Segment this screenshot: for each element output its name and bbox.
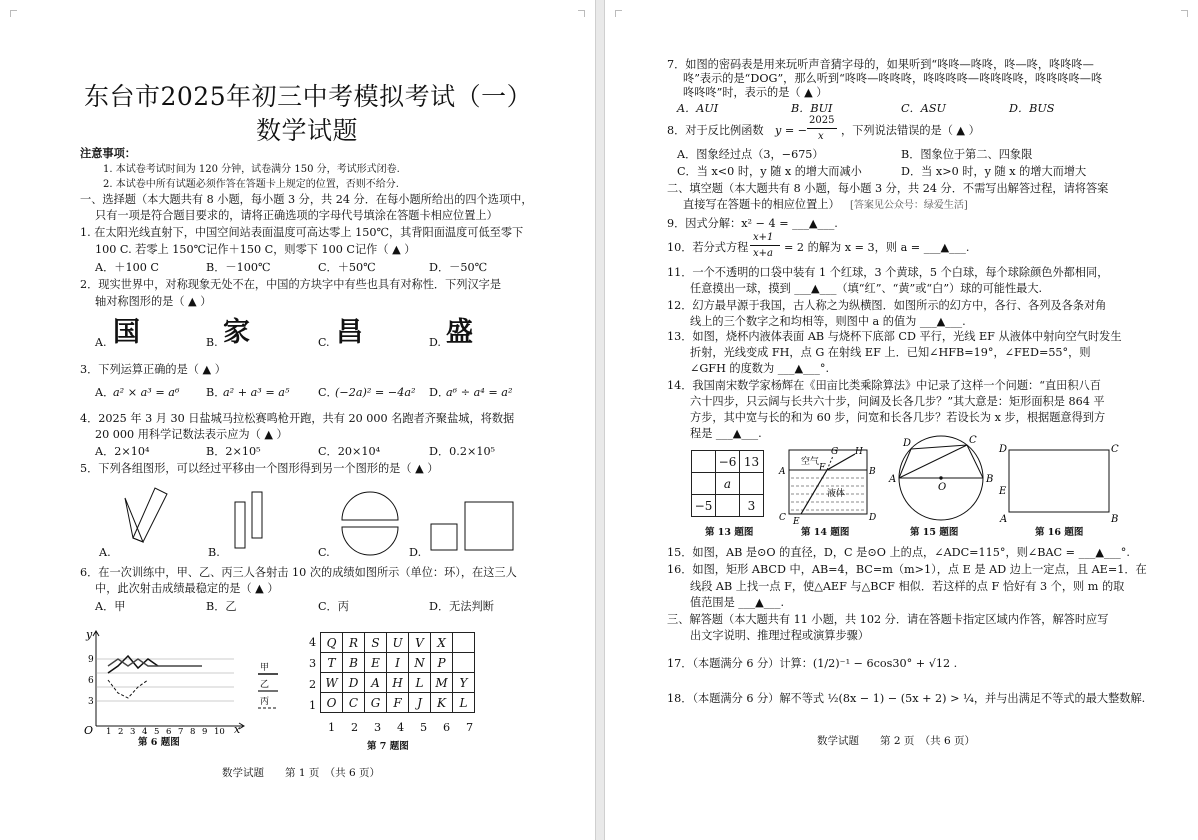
q4-option-b: B．2×10⁵ (206, 445, 261, 458)
page-footer: 数学试题 第 2 页 （共 6 页） (817, 735, 975, 747)
question-9: 9．因式分解：x² − 4 = ___▲___. (667, 217, 838, 230)
q6-option-a: A．甲 (95, 600, 126, 613)
q5-figure-c (342, 492, 398, 555)
q10-denominator: x+a (753, 248, 773, 259)
grid-cell: T (321, 653, 343, 673)
grid-cell: G (365, 693, 387, 713)
y-tick-label: 3 (88, 697, 94, 707)
q8-denominator: x (818, 131, 824, 142)
q7-option-a: A．AUI (677, 102, 719, 115)
page-corner-mark (10, 10, 17, 17)
fraction-bar (750, 245, 780, 246)
point-label: B (869, 467, 876, 477)
ms-cell (716, 495, 740, 517)
grid-cell: H (387, 673, 409, 693)
figure-7-grid (320, 632, 475, 713)
q2-option-c-char: 昌 (336, 317, 363, 348)
fig7-col-label: 3 (374, 721, 382, 734)
x-tick-label: 7 (178, 727, 184, 736)
q3-option-b: a² + a³ = a⁵ (223, 386, 290, 399)
section-2-heading: 二、填空题（本大题共有 8 小题，每小题 3 分，共 24 分．不需写出解答过程，请将答案 (667, 182, 1109, 195)
q4-option-c: C．20×10⁴ (318, 445, 381, 458)
point-label: C (969, 435, 977, 446)
question-8: ，下列说法错误的是（ ▲ ） (841, 124, 980, 137)
figure-15-caption: 第 15 题图 (910, 527, 959, 538)
point-label: B (1111, 514, 1119, 524)
exam-subtitle: 数学试题 (256, 116, 359, 145)
q2-option-b-label: B. (206, 336, 218, 349)
point-label: F (819, 463, 826, 473)
question-6: 中，此次射击成绩最稳定的是（ ▲ ） (95, 582, 279, 595)
exam-title: 东台市2025年初三中考模拟考试（一） (84, 82, 533, 111)
grid-cell: J (409, 693, 431, 713)
section-3-heading: 出文字说明、推理过程或演算步骤） (690, 629, 870, 642)
y-tick-label: 9 (88, 655, 94, 665)
series-bing (108, 680, 148, 698)
q7-option-b: B．BUI (791, 102, 833, 115)
ms-cell: −6 (716, 451, 740, 473)
figure-14-beaker (775, 440, 885, 526)
point-label: C (1111, 444, 1119, 455)
point-label: C (779, 513, 786, 523)
point-label: H (855, 447, 863, 457)
q2-option-c-label: C. (318, 336, 330, 349)
grid-cell: V (409, 633, 431, 653)
section-1-heading: 只有一项是符合题目要求的，请将正确选项的字母代号填涂在答题卡相应位置上） (95, 209, 498, 222)
q5-figure-b (235, 492, 262, 548)
question-13: 13．如图，烧杯内液体表面 AB 与烧杯下底部 CD 平行，光线 EF 从液体中射向空气时发生 (667, 330, 1122, 343)
figure-14-caption: 第 14 题图 (801, 527, 850, 538)
grid-cell: F (387, 693, 409, 713)
question-17: 17．（本题满分 6 分）计算：(1/2)⁻¹ − 6cos30° + √12 . (667, 657, 958, 670)
fig7-col-label: 5 (420, 721, 428, 734)
legend-bing: 丙 (260, 697, 270, 707)
point-label: E (999, 486, 1007, 497)
q3-option-a-label: A． (95, 386, 115, 399)
x-tick-label: 2 (118, 727, 124, 736)
section-2-heading: 直接写在答题卡的相应位置上） (683, 198, 840, 211)
figure-16-caption: 第 16 题图 (1035, 527, 1084, 538)
x-tick-label: 5 (154, 727, 160, 736)
q4-option-d: D．0.2×10⁵ (429, 445, 496, 458)
question-16: 线段 AB 上找一点 F，使△AEF 与△BCF 相似．若这样的点 F 恰好有 3 个，则 m 的取 (690, 580, 1125, 593)
grid-cell: K (431, 693, 453, 713)
grid-cell: M (431, 673, 453, 693)
q6-option-d: D．无法判断 (429, 600, 494, 613)
q5-label-d: D. (409, 546, 422, 559)
question-1: 100 C. 若零上 150℃记作＋150 C，则零下 100 C记作（ ▲ ） (95, 243, 416, 256)
grid-cell: S (365, 633, 387, 653)
fig7-row-label: 1 (309, 699, 317, 712)
legend-jia: 甲 (260, 663, 270, 673)
x-axis-letter: x (234, 723, 241, 736)
figure-16-rectangle (995, 440, 1125, 524)
fig7-col-label: 6 (443, 721, 451, 734)
ms-cell: a (716, 473, 740, 495)
point-label: E (793, 517, 800, 526)
legend-yi: 乙 (260, 680, 270, 690)
question-12: 线上的三个数字之和均相等，则图中 a 的值为 ___▲___. (690, 315, 966, 328)
x-tick-label: 8 (190, 727, 196, 736)
series-yi (108, 659, 202, 666)
fig7-col-label: 7 (466, 721, 474, 734)
fig7-row-label: 3 (309, 657, 317, 670)
page-footer: 数学试题 第 1 页 （共 6 页） (222, 767, 380, 779)
q8-option-a: A．图象经过点（3，−675） (677, 148, 824, 161)
series-jia (108, 656, 158, 673)
question-15: 15．如图，AB 是⊙O 的直径，D，C 是⊙O 上的点，∠ADC=115°，则∠BAC = ___▲___°. (667, 546, 1130, 559)
question-14: 程是 ___▲___. (690, 427, 762, 440)
question-2: 轴对称图形的是（ ▲ ） (95, 295, 212, 308)
q7-option-c: C．ASU (901, 102, 946, 115)
point-label: B (986, 474, 994, 485)
question-16: 16．如图，矩形 ABCD 中，AB=4，BC=m（m>1），点 E 是 AD 边上一定点，且 AE=1．在 (667, 563, 1147, 576)
x-tick-label: 10 (214, 727, 225, 736)
grid-cell: P (431, 653, 453, 673)
question-11: 任意摸出一球，摸到 ___▲___（填“红”、“黄”或“白”）球的可能性最大. (690, 282, 1043, 295)
question-5: 5．下列各组图形，可以经过平移由一个图形得到另一个图形的是（ ▲ ） (80, 462, 439, 475)
point-label: G (831, 447, 839, 457)
q3-option-d-label: D． (429, 386, 450, 399)
question-14: 方步，其中宽与长的和为 60 步，问宽和长各几步？若设长为 x 步，根据题意得到方 (690, 411, 1106, 424)
q2-option-b-char: 家 (223, 317, 250, 348)
grid-cell: B (343, 653, 365, 673)
notice-item: 2. 本试卷中所有试题必须作答在答题卡上规定的位置，否则不给分. (103, 179, 399, 190)
question-13: ∠GFH 的度数为 ___▲___°. (690, 362, 830, 375)
point-label: A (1000, 514, 1008, 524)
notice-title: 注意事项： (80, 146, 136, 160)
page-2 (604, 0, 1198, 840)
question-6: 6．在一次训练中，甲、乙、丙三人各射击 10 次的成绩如图所示（单位：环），在这三人 (80, 566, 517, 579)
grid-cell: C (343, 693, 365, 713)
grid-cell: W (321, 673, 343, 693)
liquid-label: 液体 (827, 489, 846, 499)
q8-function: y = − (775, 124, 808, 137)
fig7-col-label: 4 (397, 721, 405, 734)
ms-cell: 13 (740, 451, 764, 473)
grid-cell: X (431, 633, 453, 653)
question-8: 8．对于反比例函数 (667, 124, 764, 137)
fig7-col-label: 1 (328, 721, 336, 734)
legend (258, 662, 278, 708)
q1-option-b: B．－100℃ (206, 261, 271, 274)
question-7: 7．如图的密码表是用来玩听声音猜字母的，如果听到“咚咚—咚咚，咚—咚，咚咚咚— (667, 58, 1094, 71)
grid-cell: O (321, 693, 343, 713)
q3-option-a: a² × a³ = a⁶ (113, 386, 180, 399)
question-1: 1. 在太阳光线直射下，中国空间站表面温度可高达零上 150℃，其背阳面温度可低至零下 (80, 226, 524, 239)
section-3-heading: 三、解答题（本大题共有 11 小题，共 102 分．请在答题卡指定区域内作答，解答时应写 (667, 613, 1109, 626)
point-label: A (779, 467, 786, 477)
q4-option-a: A．2×10⁴ (95, 445, 150, 458)
fig7-row-label: 4 (309, 636, 317, 649)
q5-figures (95, 480, 565, 560)
q3-option-c: (−2a)² = −4a² (335, 386, 416, 399)
x-tick-label: 1 (106, 727, 112, 736)
point-label: D (869, 513, 877, 523)
q5-label-c: C. (318, 546, 330, 559)
question-11: 11．一个不透明的口袋中装有 1 个红球，3 个黄球，5 个白球，每个球除颜色外都相同， (667, 266, 1109, 279)
q10-numerator: x+1 (753, 232, 774, 243)
x-tick-label: 3 (130, 727, 136, 736)
q1-option-a: A．＋100 C (95, 261, 159, 274)
question-2: 2．现实世界中，对称现象无处不在，中国的方块字中有些也具有对称性．下列汉字是 (80, 278, 502, 291)
section-1-heading: 一、选择题（本大题共有 8 小题，每小题 3 分，共 24 分．在每小题所给出的四个选项中， (80, 193, 533, 206)
question-14: 14．我国南宋数学家杨辉在《田亩比类乘除算法》中记录了这样一个问题：“直田积八百 (667, 379, 1101, 392)
fig7-row-label: 2 (309, 678, 317, 691)
grid-cell: N (409, 653, 431, 673)
x-tick-label: 6 (166, 727, 172, 736)
grid-cell (453, 653, 475, 673)
grid-cell: U (387, 633, 409, 653)
y-tick-label: 6 (88, 676, 94, 686)
figure-13-caption: 第 13 题图 (705, 527, 754, 538)
figure-6-caption: 第 6 题图 (138, 737, 180, 748)
grid-cell: L (409, 673, 431, 693)
question-10: = 2 的解为 x = 3，则 a = ___▲___. (784, 241, 970, 254)
q6-option-b: B．乙 (206, 600, 237, 613)
grid-cell (453, 633, 475, 653)
question-18: 18．（本题满分 6 分）解不等式 ½(8x − 1) − (5x + 2) > ¼，并与出满足不等式的最大整数解. (667, 692, 1146, 705)
ms-cell (692, 473, 716, 495)
grid-cell: Y (453, 673, 475, 693)
point-label: O (938, 482, 947, 493)
ray-ef (801, 470, 827, 514)
ms-cell: −5 (692, 495, 716, 517)
question-13: 折射，光线变成 FH，点 G 在射线 EF 上．已知∠HFB=19°，∠FED=55°，则 (690, 346, 1091, 359)
grid-cell: I (387, 653, 409, 673)
fraction-bar (807, 128, 837, 129)
point-label: A (889, 474, 897, 485)
q2-option-a-label: A. (95, 336, 107, 349)
fig7-col-label: 2 (351, 721, 359, 734)
figure-7-caption: 第 7 题图 (367, 741, 409, 752)
y-axis-letter: y (86, 628, 93, 641)
figure-6-chart (84, 626, 294, 736)
q3-option-d: a⁶ ÷ a⁴ = a² (446, 386, 513, 399)
question-10: 10．若分式方程 (667, 241, 749, 254)
x-tick-label: 9 (202, 727, 208, 736)
q2-option-d-char: 盛 (446, 317, 473, 348)
q5-label-b: B. (208, 546, 220, 559)
point-label: D (903, 438, 912, 449)
page-corner-mark (1181, 10, 1188, 17)
ms-cell (692, 451, 716, 473)
grid-cell: E (365, 653, 387, 673)
q3-option-b-label: B． (206, 386, 226, 399)
q2-option-a-char: 国 (113, 317, 140, 348)
question-7: 咚”表示的是“DOG”，那么听到“咚咚—咚咚咚，咚咚咚咚—咚咚咚咚，咚咚咚咚—咚 (683, 72, 1103, 85)
grid-cell: A (365, 673, 387, 693)
q5-figure-a (125, 488, 167, 542)
grid-cell: L (453, 693, 475, 713)
question-12: 12．幻方最早源于我国，古人称之为纵横图．如图所示的幻方中，各行、各列及各条对角 (667, 299, 1107, 312)
q8-option-c: C．当 x<0 时，y 随 x 的增大而减小 (677, 165, 862, 178)
ms-cell: 3 (740, 495, 764, 517)
q6-option-c: C．丙 (318, 600, 349, 613)
q5-label-a: A. (99, 546, 111, 559)
notice-item: 1. 本试卷考试时间为 120 分钟，试卷满分 150 分，考试形式闭卷. (103, 164, 400, 175)
question-3: 3．下列运算正确的是（ ▲ ） (80, 363, 226, 376)
answer-note: [答案见公众号：绿爱生活] (850, 200, 968, 211)
q7-option-d: D．BUS (1009, 102, 1055, 115)
grid-cell: R (343, 633, 365, 653)
page-1 (0, 0, 596, 840)
question-4: 20 000 用科学记数法表示应为（ ▲ ） (95, 428, 288, 441)
point-label: D (999, 444, 1008, 455)
q8-option-d: D．当 x>0 时，y 随 x 的增大而增大 (901, 165, 1087, 178)
air-label: 空气 (801, 457, 820, 467)
q1-option-c: C．＋50℃ (318, 261, 376, 274)
q8-numerator: 2025 (809, 115, 835, 126)
q1-option-d: D．－50℃ (429, 261, 488, 274)
page-corner-mark (615, 10, 622, 17)
question-7: 咚咚咚”时，表示的是（ ▲ ） (683, 86, 828, 99)
q8-option-b: B．图象位于第二、四象限 (901, 148, 1033, 161)
page-corner-mark (578, 10, 585, 17)
ms-cell (740, 473, 764, 495)
question-16: 值范围是 ___▲___. (690, 596, 785, 609)
x-tick-label: 4 (142, 727, 148, 736)
origin-label: O (84, 724, 94, 736)
figure-15-circle (887, 432, 997, 524)
question-4: 4．2025 年 3 月 30 日盐城马拉松赛鸣枪开跑，共有 20 000 名跑者齐聚盐城，将数据 (80, 412, 515, 425)
grid-cell: Q (321, 633, 343, 653)
question-14: 六十四步，只云阔与长共六十步，问阔及长各几步？”其大意是：矩形面积是 864 平 (690, 395, 1105, 408)
q3-option-c-label: C． (318, 386, 338, 399)
grid-cell: D (343, 673, 365, 693)
q2-option-d-label: D. (429, 336, 441, 349)
figure-13-magic-square (691, 450, 764, 517)
q5-figure-d (431, 502, 513, 550)
